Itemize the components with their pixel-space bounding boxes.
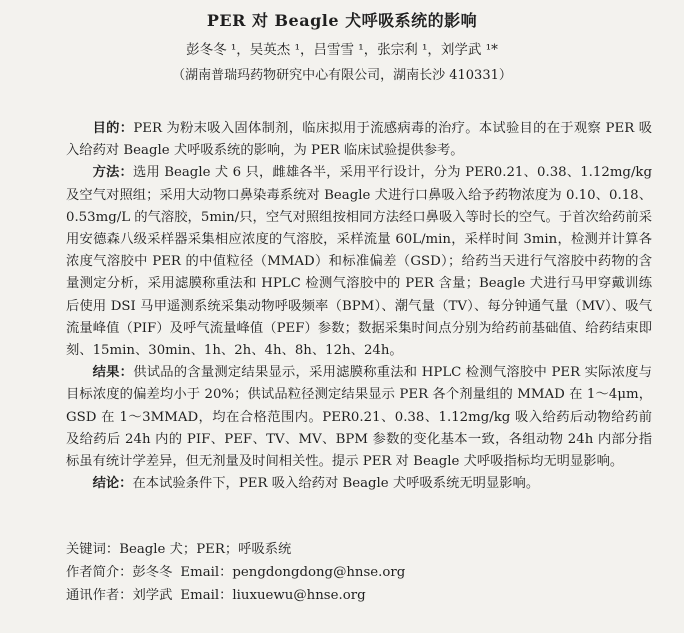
corresponding-line <box>66 584 652 607</box>
author-intro-label: 作者简介： <box>66 565 133 580</box>
corresponding-name: 刘学武 <box>132 588 173 603</box>
methods-label: 方法： <box>92 165 133 181</box>
objective-text: PER 为粉末吸入固体制剂，临床拟用于流感病毒的治疗。本试验目的在于观察 PER 吸入给药对 Beagle 犬呼吸系统的影响，为 PER 临床试验提供参考。 <box>66 121 653 159</box>
objective-label: 目的： <box>92 121 134 136</box>
results-text: 供试品的含量测定结果显示，采用滤膜称重法和 HPLC 检测气溶胶中 PER 实际浓度与目标浓度的偏差均小于 20%；供试品粒径测定结果显示 PER 各个剂量组的 MMAD 在 1～4μm，GSD 在 1～3MMAD，均在合格范围内。PER0.21、0.38、1.12mg/kg 吸入给药后动物给药前及给药后 24h 内的 PIF、PEF、TV、MV、BPM 参数的变化基本一致，各组动物 24h 内部分指标虽有统计学差异，但无剂量及时间相关性。提示 PER 对 Beagle 犬呼吸指标均无明显影响。 <box>66 365 652 470</box>
paper-metadata <box>66 538 652 607</box>
conclusion-text: 在本试验条件下，PER 吸入给药对 Beagle 犬呼吸系统无明显影响。 <box>132 476 540 492</box>
conclusion-label: 结论： <box>92 476 133 492</box>
abstract-objective <box>66 118 652 162</box>
corresponding-label: 通讯作者： <box>66 588 133 603</box>
author-intro-line <box>66 561 652 584</box>
paper-title: PER 对 Beagle 犬呼吸系统的影响 <box>206 11 478 30</box>
author-intro-email: pengdongdong@hnse.org <box>232 565 406 580</box>
corresponding-email-label: Email： <box>180 588 233 603</box>
keywords-line <box>66 538 652 561</box>
methods-text: 选用 Beagle 犬 6 只，雌雄各半，采用平行设计，分为 PER0.21、0.38、1.12mg/kg 及空气对照组；采用大动物口鼻染毒系统对 Beagle 犬进行口鼻吸入给予药物浓度为 0.10、0.18、0.53mg/L 的气溶胶，5min/只，空气对照组按相同方法经口鼻吸入等时长的空气。于首次给药前采用安德森八级采样器采集相应浓度的气溶胶，采样流量 60L/min，采样时间 3min，检测并计算各浓度气溶胶中 PER 的中值粒径（MMAD）和标准偏差（GSD）；给药当天进行气溶胶中药物的含量测定分析，采用滤膜称重法和 HPLC 检测气溶胶中的 PER 含量；Beagle 犬进行马甲穿戴训练后使用 DSI 马甲遥测系统采集动物呼吸频率（BPM）、潮气量（TV）、每分钟通气量（MV）、吸气流量峰值（PIF）及呼气流量峰值（PEF）参数；数据采集时间点分别为给药前基础值、给药结束即刻、15min、30min、1h、2h、4h、8h、12h、24h。 <box>66 165 652 359</box>
author-intro-email-label: Email： <box>180 565 233 580</box>
abstract <box>66 118 652 495</box>
results-label: 结果： <box>92 365 134 381</box>
affiliation: （湖南普瑞玛药物研究中心有限公司，湖南长沙 410331） <box>172 68 512 83</box>
abstract-conclusion <box>66 473 652 495</box>
keywords-text: Beagle 犬；PER；呼吸系统 <box>119 542 292 557</box>
corresponding-email: liuxuewu@hnse.org <box>232 588 366 603</box>
author-list: 彭冬冬 ¹，吴英杰 ¹，吕雪雪 ¹，张宗利 ¹，刘学武 ¹* <box>186 42 498 58</box>
author-intro-name: 彭冬冬 <box>132 565 173 580</box>
abstract-results <box>66 362 652 473</box>
abstract-methods <box>66 162 652 362</box>
keywords-label: 关键词： <box>66 542 120 557</box>
